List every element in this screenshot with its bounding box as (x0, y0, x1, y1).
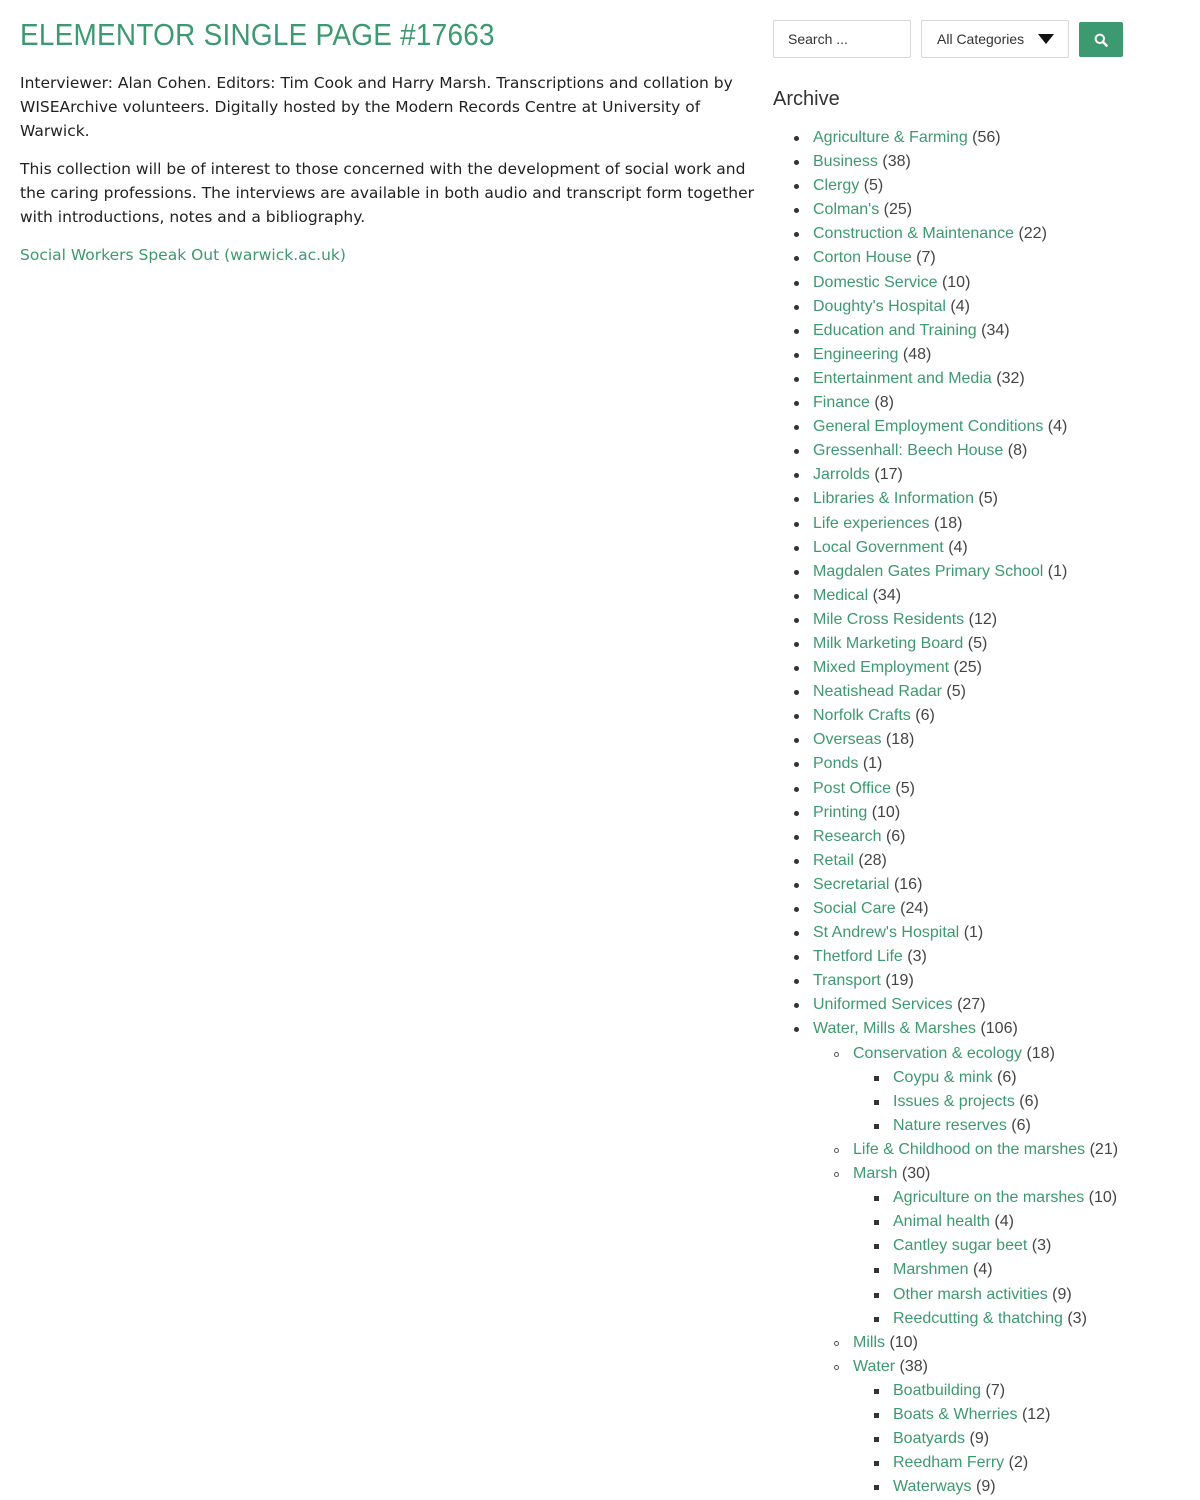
category-link[interactable]: Construction & Maintenance (813, 225, 1014, 243)
bullet-icon (794, 666, 799, 671)
category-item-marsh (853, 1162, 1118, 1331)
bullet-icon (794, 546, 799, 551)
bullet-icon (794, 449, 799, 454)
category-link[interactable]: Magdalen Gates Primary School (813, 562, 1044, 580)
category-item-neatishead-radar (813, 680, 1118, 704)
category-count: (4) (1047, 418, 1068, 436)
category-item-st-andrew-s-hospital (813, 921, 1118, 945)
bullet-icon (794, 497, 799, 502)
category-link[interactable]: Overseas (813, 731, 882, 749)
category-count: (4) (948, 538, 968, 556)
category-item-printing (813, 801, 1118, 825)
bullet-icon (794, 714, 799, 719)
bullet-icon (794, 184, 799, 189)
bullet-icon (834, 1052, 839, 1057)
bullet-icon (834, 1172, 839, 1177)
category-item-secretarial (813, 873, 1118, 897)
category-count: (6) (1019, 1092, 1039, 1110)
category-item-entertainment-and-media (813, 367, 1118, 391)
category-link[interactable]: Waterways (893, 1478, 972, 1496)
category-item-coypu-mink (893, 1066, 1118, 1090)
bullet-icon (794, 738, 799, 743)
bullet-icon (874, 1485, 879, 1490)
category-count: (5) (863, 177, 884, 195)
bullet-icon (794, 907, 799, 912)
category-item-life-experiences (813, 512, 1118, 536)
bullet-icon (794, 281, 799, 286)
category-item-gressenhall-beech-house (813, 439, 1118, 463)
category-link[interactable]: Social Care (813, 900, 896, 917)
category-link[interactable]: Business (813, 153, 878, 171)
category-item-reedham-ferry (893, 1451, 1118, 1475)
bullet-icon (874, 1100, 879, 1105)
bullet-icon (794, 931, 799, 936)
category-item-retail (813, 849, 1118, 873)
category-item-norfolk-crafts (813, 704, 1118, 728)
bullet-icon (794, 208, 799, 213)
bullet-icon (794, 160, 799, 165)
category-item-business (813, 150, 1118, 174)
category-count: (1) (1047, 562, 1068, 580)
bullet-icon (874, 1293, 879, 1298)
category-link[interactable]: Water (853, 1357, 896, 1375)
category-item-mixed-employment (813, 656, 1118, 680)
bullet-icon (874, 1317, 879, 1322)
category-item-libraries-information (813, 487, 1118, 511)
bullet-icon (874, 1413, 879, 1418)
category-item-uniformed-services (813, 993, 1118, 1017)
bullet-icon (794, 570, 799, 575)
category-link[interactable]: Engineering (813, 345, 899, 363)
archive-title: Archive (773, 88, 840, 110)
category-link[interactable]: Milk Marketing Board (813, 634, 964, 652)
category-count: (27) (957, 996, 986, 1014)
category-link[interactable]: Nature reserves (893, 1116, 1007, 1134)
category-count: (5) (946, 683, 966, 701)
subcategory-list (813, 1042, 1118, 1500)
category-link[interactable]: Printing (813, 803, 868, 821)
main-content (20, 0, 755, 267)
bullet-icon (794, 1003, 799, 1008)
page-title: ELEMENTOR SINGLE PAGE #17663 (20, 17, 495, 52)
archive-category-list (773, 126, 1118, 1499)
category-count: (9) (969, 1430, 990, 1448)
category-link[interactable]: General Employment Conditions (813, 418, 1044, 436)
category-link[interactable]: Libraries & Information (813, 490, 974, 508)
category-link[interactable]: Transport (813, 972, 881, 990)
category-select-value: All Categories (937, 31, 1025, 47)
category-count: (1) (862, 755, 883, 773)
category-count: (10) (941, 273, 971, 291)
bullet-icon (794, 522, 799, 527)
category-item-finance (813, 391, 1118, 415)
category-count: (34) (981, 321, 1010, 339)
category-link[interactable]: Other marsh activities (893, 1285, 1048, 1303)
category-item-marshmen (893, 1258, 1118, 1282)
bullet-icon (794, 859, 799, 864)
subcategory-list (853, 1379, 1118, 1499)
category-link[interactable]: St Andrew's Hospital (813, 924, 960, 942)
bullet-icon (794, 762, 799, 767)
category-count: (38) (899, 1357, 928, 1375)
category-count: (10) (871, 803, 901, 821)
category-count: (22) (1018, 225, 1047, 243)
category-item-construction-maintenance (813, 222, 1118, 246)
category-link[interactable]: Retail (813, 851, 854, 869)
category-item-other-marsh-activities (893, 1283, 1118, 1307)
category-item-medical (813, 584, 1118, 608)
category-link[interactable]: Agriculture & Farming (813, 129, 968, 146)
category-count: (21) (1089, 1140, 1119, 1158)
bullet-icon (794, 377, 799, 382)
bullet-icon (834, 1365, 839, 1370)
search-input[interactable] (773, 20, 911, 58)
subcategory-list (853, 1066, 1118, 1138)
category-item-boatyards (893, 1427, 1118, 1451)
category-count: (6) (997, 1068, 1017, 1086)
category-count: (1) (963, 924, 984, 942)
category-link[interactable]: Entertainment and Media (813, 369, 992, 387)
category-item-mills (853, 1331, 1118, 1355)
category-item-water-mills-marshes (813, 1017, 1118, 1499)
category-count: (6) (1011, 1116, 1031, 1134)
category-count: (10) (1088, 1189, 1118, 1207)
category-link[interactable]: Corton House (813, 249, 912, 267)
category-item-engineering (813, 343, 1118, 367)
bullet-icon (794, 594, 799, 599)
bullet-icon (794, 618, 799, 623)
category-count: (24) (900, 900, 929, 917)
subcategory-list (853, 1186, 1118, 1331)
category-count: (10) (889, 1333, 918, 1351)
search-icon (1094, 33, 1108, 47)
category-item-corton-house (813, 246, 1118, 270)
category-count: (7) (985, 1381, 1006, 1399)
category-select[interactable] (921, 20, 1069, 58)
category-link[interactable]: Coypu & mink (893, 1068, 993, 1086)
bullet-icon (794, 305, 799, 310)
bullet-icon (874, 1268, 879, 1273)
category-link[interactable]: Secretarial (813, 875, 890, 893)
category-count: (9) (1052, 1285, 1072, 1303)
category-count: (16) (893, 875, 923, 893)
bullet-icon (794, 1027, 799, 1032)
bullet-icon (794, 883, 799, 888)
category-count: (3) (907, 948, 927, 966)
category-item-colman-s (813, 198, 1118, 222)
category-count: (9) (975, 1478, 996, 1496)
category-item-post-office (813, 777, 1118, 801)
bullet-icon (794, 136, 799, 141)
category-link[interactable]: Boatbuilding (893, 1381, 982, 1399)
bullet-icon (874, 1220, 879, 1225)
bullet-icon (874, 1124, 879, 1129)
category-count: (25) (953, 659, 982, 677)
category-count: (7) (916, 249, 936, 267)
bullet-icon (794, 811, 799, 816)
intro-paragraph: Interviewer: Alan Cohen. Editors: Tim Cook and Harry Marsh. Transcriptions and collation by WISEArchive volunteers. Digitally hosted by the Modern Records Centre at University of Warwick. (20, 74, 733, 140)
category-item-nature-reserves (893, 1114, 1118, 1138)
category-item-thetford-life (813, 945, 1118, 969)
category-link[interactable]: Colman's (813, 201, 880, 219)
category-item-waterways (893, 1475, 1118, 1499)
category-count: (56) (972, 129, 1001, 146)
category-item-overseas (813, 728, 1118, 752)
category-link[interactable]: Medical (813, 586, 869, 604)
category-item-jarrolds (813, 463, 1118, 487)
category-item-boatbuilding (893, 1379, 1118, 1403)
category-link[interactable]: Issues & projects (893, 1092, 1015, 1110)
bullet-icon (794, 955, 799, 960)
category-link[interactable]: Animal health (893, 1213, 990, 1231)
category-link[interactable]: Clergy (813, 177, 860, 195)
category-link[interactable]: Boats & Wherries (893, 1405, 1018, 1423)
category-item-general-employment-conditions (813, 415, 1118, 439)
category-link[interactable]: Ponds (813, 755, 859, 773)
bullet-icon (794, 979, 799, 984)
bullet-icon (794, 353, 799, 358)
category-count: (19) (885, 972, 914, 990)
category-count: (48) (902, 345, 932, 363)
bullet-icon (874, 1389, 879, 1394)
category-link[interactable]: Mixed Employment (813, 659, 950, 677)
category-item-magdalen-gates-primary-school (813, 560, 1118, 584)
description-paragraph: This collection will be of interest to those concerned with the development of social work and the caring professions. The interviews are available in both audio and transcript form together with introductions, notes and a bibliography. (20, 160, 755, 226)
category-link[interactable]: Boatyards (893, 1430, 966, 1448)
category-item-issues-projects (893, 1090, 1118, 1114)
category-item-domestic-service (813, 271, 1118, 295)
category-count: (17) (874, 466, 903, 484)
category-count: (4) (950, 297, 970, 315)
category-item-reedcutting-thatching (893, 1307, 1118, 1331)
category-item-agriculture-farming (813, 126, 1118, 150)
category-count: (8) (1007, 442, 1028, 460)
bullet-icon (794, 256, 799, 261)
bullet-icon (874, 1076, 879, 1081)
category-link[interactable]: Neatishead Radar (813, 683, 942, 701)
category-item-life-childhood-on-the-marshes (853, 1138, 1118, 1162)
category-item-cantley-sugar-beet (893, 1234, 1118, 1258)
bullet-icon (794, 642, 799, 647)
bullet-icon (874, 1196, 879, 1201)
category-link[interactable]: Gressenhall: Beech House (813, 442, 1004, 460)
category-link[interactable]: Domestic Service (813, 273, 938, 291)
category-item-social-care (813, 897, 1118, 921)
category-count: (18) (1026, 1044, 1055, 1062)
category-count: (32) (996, 369, 1025, 387)
category-count: (30) (901, 1165, 931, 1183)
category-count: (106) (980, 1020, 1018, 1038)
category-item-mile-cross-residents (813, 608, 1118, 632)
category-link[interactable]: Water, Mills & Marshes (813, 1020, 976, 1038)
bullet-icon (794, 473, 799, 478)
category-link[interactable]: Conservation & ecology (853, 1044, 1022, 1062)
category-count: (12) (968, 610, 998, 628)
category-count: (18) (885, 731, 915, 749)
category-link[interactable]: Jarrolds (813, 466, 870, 484)
category-item-education-and-training (813, 319, 1118, 343)
category-count: (34) (872, 586, 902, 604)
category-link[interactable]: Reedham Ferry (893, 1454, 1005, 1472)
bullet-icon (794, 690, 799, 695)
category-count: (2) (1008, 1454, 1029, 1472)
caret-down-icon (1038, 34, 1054, 44)
bullet-icon (794, 425, 799, 430)
category-link[interactable]: Education and Training (813, 321, 977, 339)
category-link[interactable]: Thetford Life (813, 948, 903, 966)
category-count: (4) (994, 1213, 1014, 1231)
category-count: (8) (874, 394, 894, 412)
category-count: (28) (858, 851, 887, 869)
category-item-transport (813, 969, 1118, 993)
category-item-boats-wherries (893, 1403, 1118, 1427)
category-count: (3) (1031, 1237, 1052, 1255)
category-link[interactable]: Uniformed Services (813, 996, 953, 1014)
category-item-research (813, 825, 1118, 849)
bullet-icon (794, 401, 799, 406)
category-count: (6) (885, 827, 906, 845)
search-button[interactable] (1079, 22, 1123, 57)
category-link[interactable]: Post Office (813, 779, 891, 797)
category-link[interactable]: Life & Childhood on the marshes (853, 1140, 1086, 1158)
category-item-ponds (813, 752, 1118, 776)
category-link[interactable]: Local Government (813, 538, 944, 556)
bullet-icon (794, 232, 799, 237)
category-link[interactable]: Norfolk Crafts (813, 707, 911, 725)
category-count: (6) (915, 707, 935, 725)
category-count: (5) (967, 634, 988, 652)
category-link[interactable]: Reedcutting & thatching (893, 1309, 1063, 1327)
bullet-icon (794, 787, 799, 792)
category-count: (5) (895, 779, 915, 797)
category-count: (18) (933, 514, 963, 532)
category-item-doughty-s-hospital (813, 295, 1118, 319)
category-link[interactable]: Finance (813, 394, 870, 412)
category-item-milk-marketing-board (813, 632, 1118, 656)
category-link[interactable]: Marshmen (893, 1261, 969, 1279)
category-item-water (853, 1355, 1118, 1500)
category-link[interactable]: Mills (853, 1333, 885, 1351)
category-link[interactable]: Research (813, 827, 882, 845)
category-link[interactable]: Agriculture on the marshes (893, 1189, 1085, 1207)
category-count: (12) (1021, 1405, 1051, 1423)
category-item-conservation-ecology (853, 1042, 1118, 1138)
category-item-animal-health (893, 1210, 1118, 1234)
bullet-icon (874, 1437, 879, 1442)
bullet-icon (794, 329, 799, 334)
category-count: (38) (882, 153, 911, 171)
category-item-local-government (813, 536, 1118, 560)
collection-link[interactable]: Social Workers Speak Out (warwick.ac.uk) (20, 246, 346, 264)
category-link[interactable]: Marsh (853, 1165, 898, 1183)
category-count: (4) (973, 1261, 993, 1279)
category-item-agriculture-on-the-marshes (893, 1186, 1118, 1210)
category-count: (3) (1067, 1309, 1087, 1327)
category-link[interactable]: Life experiences (813, 514, 930, 532)
category-count: (5) (978, 490, 998, 508)
bullet-icon (834, 1341, 839, 1346)
search-form (773, 20, 1133, 58)
category-item-clergy (813, 174, 1118, 198)
category-link[interactable]: Cantley sugar beet (893, 1237, 1028, 1255)
bullet-icon (794, 835, 799, 840)
category-count: (25) (883, 201, 913, 219)
category-link[interactable]: Doughty's Hospital (813, 297, 946, 315)
bullet-icon (834, 1148, 839, 1153)
bullet-icon (874, 1461, 879, 1466)
category-link[interactable]: Mile Cross Residents (813, 610, 965, 628)
bullet-icon (874, 1244, 879, 1249)
